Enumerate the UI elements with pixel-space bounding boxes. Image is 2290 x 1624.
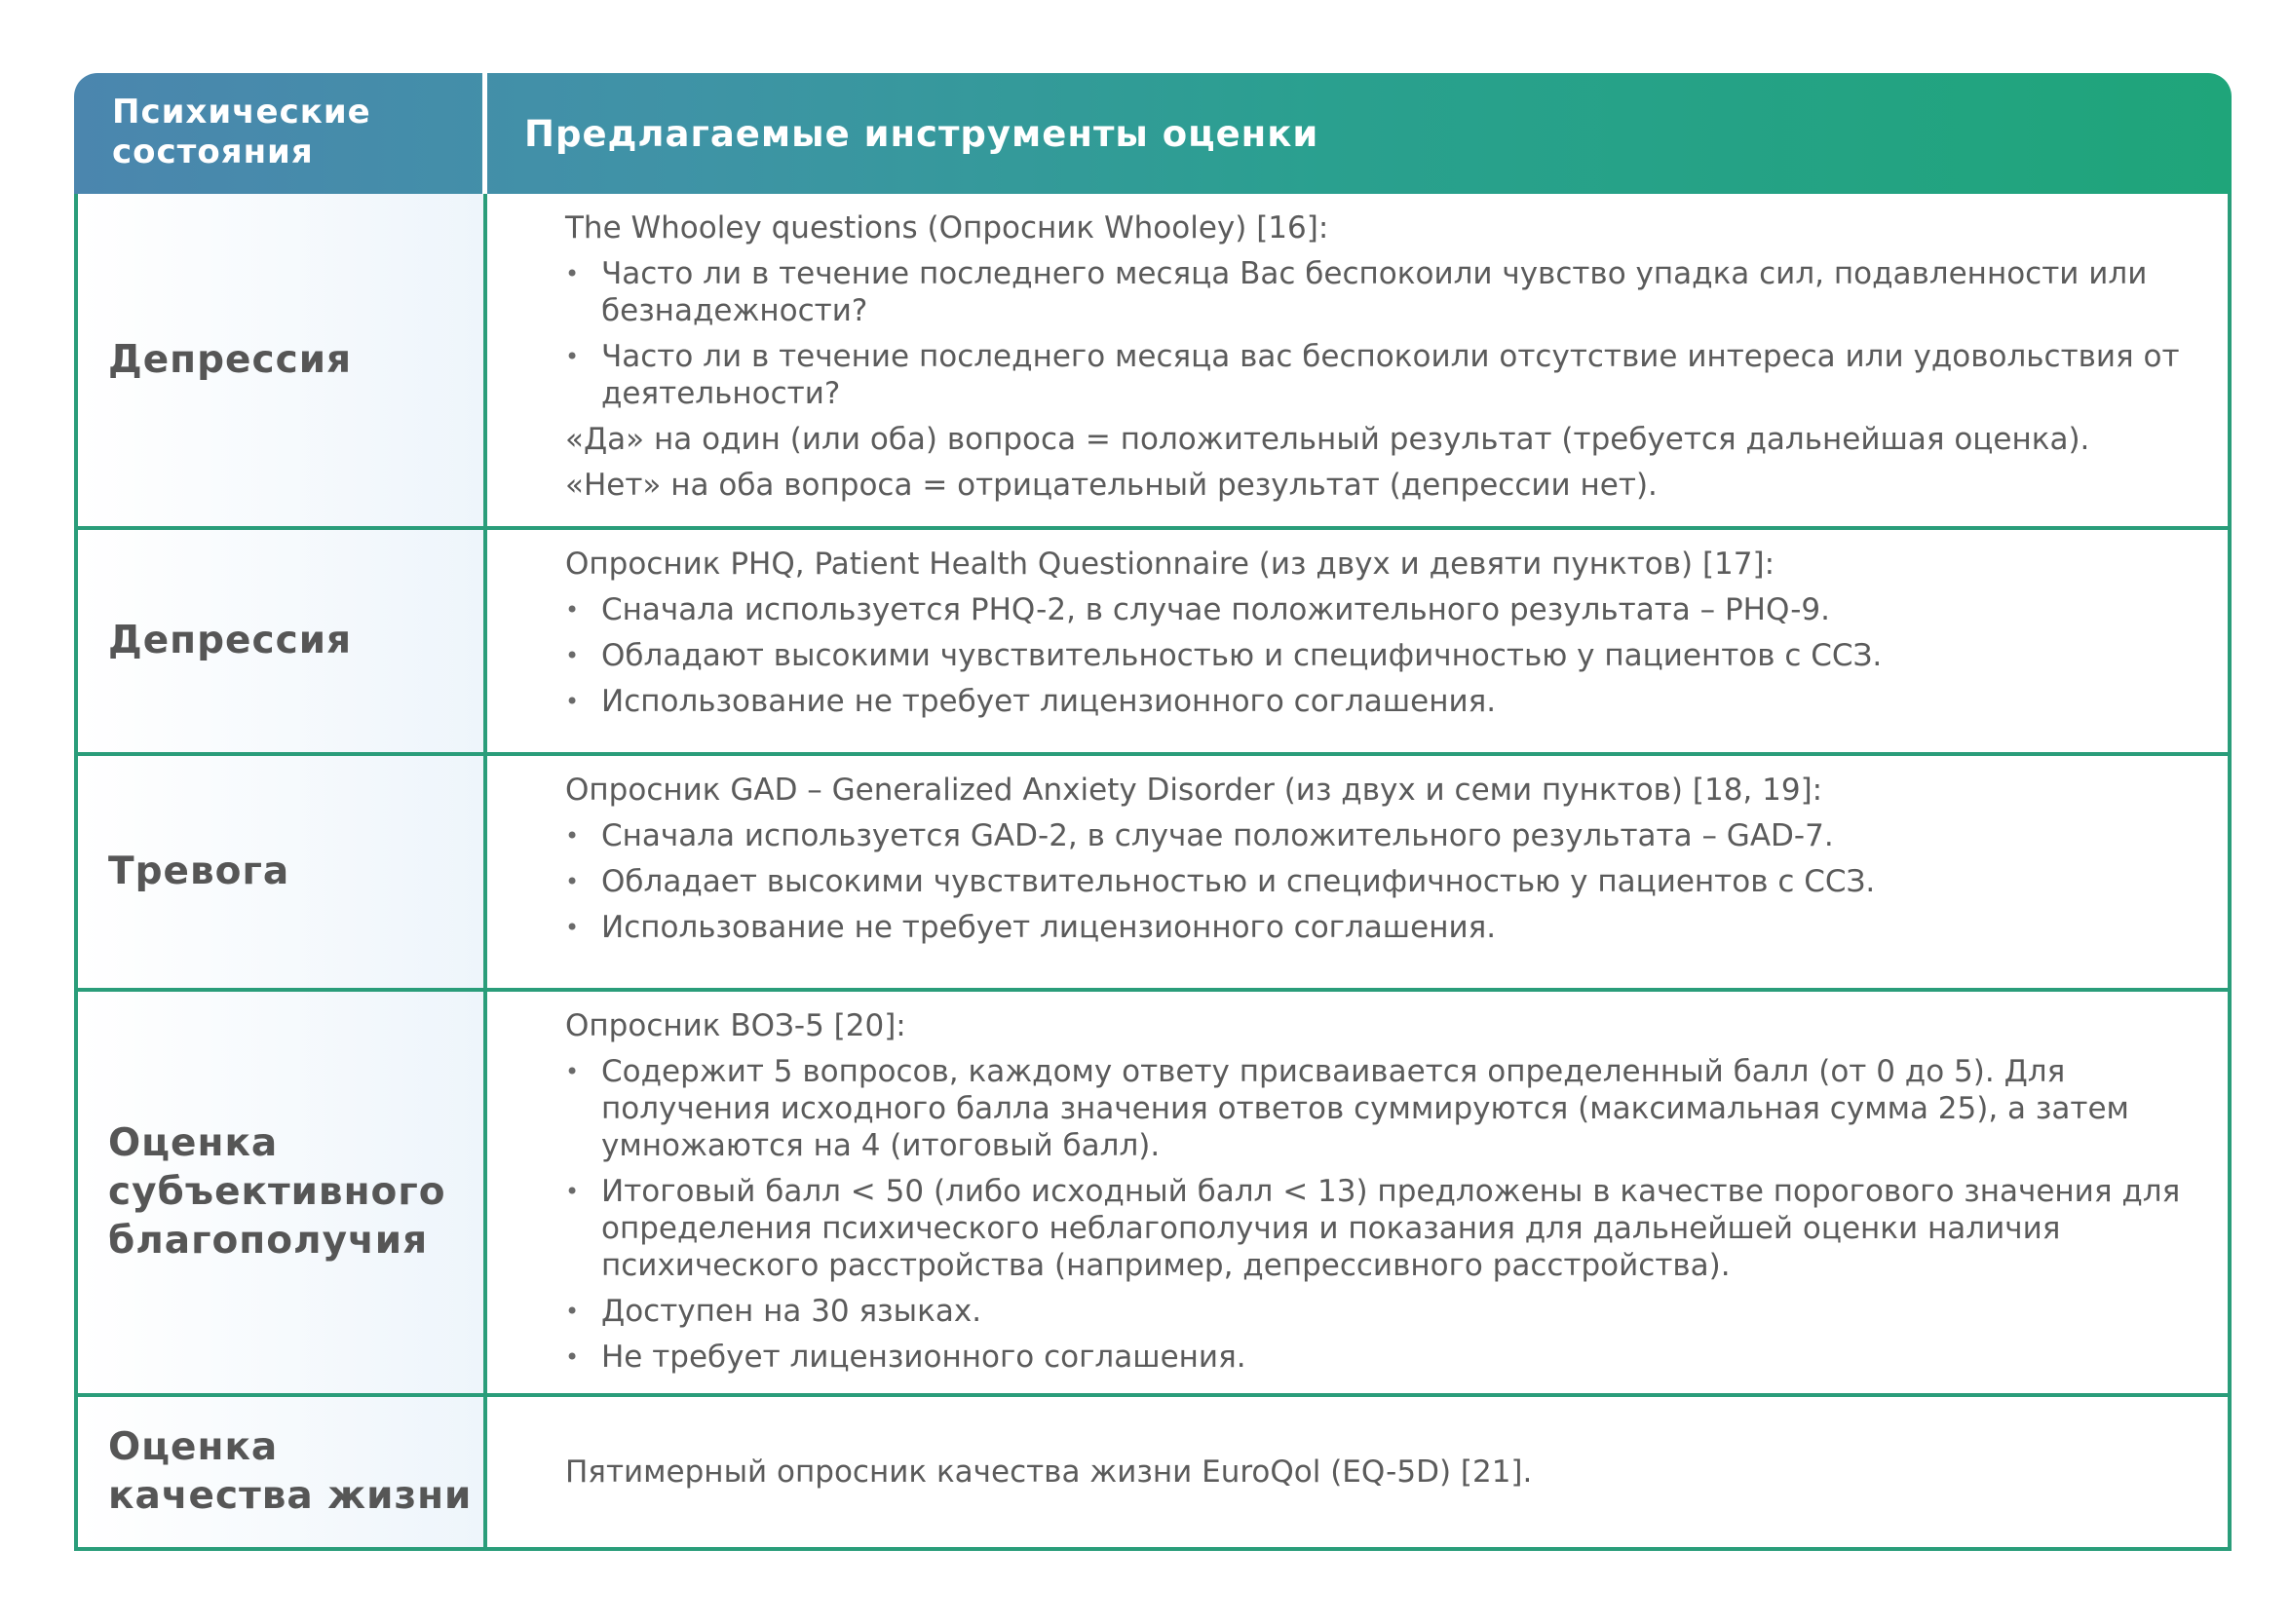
tools-cell [487,1397,2228,1547]
bullet-icon: • [565,1058,580,1085]
list-item: • Доступен на 30 языках. [565,1294,982,1329]
list-item: • Часто ли в течение последнего месяца вас беспокоили отсутствие интереса или удовольствия от деятельности? [565,339,2180,411]
header-states-line1: Психические [112,93,371,132]
assessment-table [74,73,2232,1551]
table-row [74,756,2232,992]
tools-cell [487,756,2228,988]
tool-intro: Опросник PHQ, Patient Health Questionnaire (из двух и девяти пунктов) [17]: [565,547,1775,582]
header-states [74,73,487,194]
state-cell [78,1397,487,1547]
state-label: Оценка субъективного благополучия [108,1121,446,1263]
tools-cell [487,992,2228,1393]
bullet-icon: • [565,1178,580,1205]
list-item: • Содержит 5 вопросов, каждому ответу присваивается определенный балл (от 0 до 5). Для получения исходного балла значения ответов суммируются (максимальная сумма 25), а затем умножаются на 4 (итоговый балл). [565,1054,2129,1163]
bullet-icon: • [565,596,580,623]
table-row [74,530,2232,756]
list-item: • Часто ли в течение последнего месяца Вас беспокоили чувство упадка сил, подавленности или безнадежности? [565,256,2148,328]
tool-intro: Опросник ВОЗ-5 [20]: [565,1008,906,1043]
tool-bullets [565,255,2208,412]
list-item: • Обладает высокими чувствительностью и специфичностью у пациентов с ССЗ. [565,864,1876,899]
list-item: • Обладают высокими чувствительностью и специфичностью у пациентов с ССЗ. [565,638,1883,673]
list-item: • Итоговый балл < 50 (либо исходный балл < 13) предложены в качестве порогового значения для определения психического неблагополучия и показания для дальнейшей оценки наличия психического расстройства (например, депрессивного расстройства). [565,1174,2181,1283]
bullet-icon: • [565,688,580,715]
bullet-icon: • [565,260,580,287]
bullet-icon: • [565,868,580,895]
tools-cell [487,530,2228,752]
state-label: Тревога [108,850,290,893]
bullet-icon: • [565,1343,580,1371]
table-row [74,1397,2232,1551]
list-item: • Сначала используется PHQ-2, в случае положительного результата – PHQ-9. [565,592,1831,627]
bullet-icon: • [565,914,580,941]
list-item: • Не требует лицензионного соглашения. [565,1340,1246,1375]
bullet-icon: • [565,1298,580,1325]
list-item: • Использование не требует лицензионного соглашения. [565,910,1497,945]
state-cell [78,992,487,1393]
state-cell [78,756,487,988]
state-cell [78,194,487,526]
state-label: Оценка качества жизни [108,1425,473,1518]
table-row [74,194,2232,530]
tool-bullets [565,1053,2208,1376]
tool-bullets [565,591,2208,720]
header-tools: Предлагаемые инструменты оценки [524,112,1319,155]
tool-bullets [565,817,2208,946]
table-row [74,992,2232,1397]
tools-cell [487,194,2228,526]
state-cell [78,530,487,752]
state-label: Депрессия [108,619,353,662]
tool-intro: Пятимерный опросник качества жизни EuroQol (EQ-5D) [21]. [565,1454,1533,1490]
tool-intro: The Whooley questions (Опросник Whooley) [16]: [565,210,1329,245]
tool-intro: Опросник GAD – Generalized Anxiety Disorder (из двух и семи пунктов) [18, 19]: [565,773,1823,808]
list-item: • Сначала используется GAD-2, в случае положительного результата – GAD-7. [565,818,1834,853]
list-item: • Использование не требует лицензионного соглашения. [565,684,1497,719]
header-states-line2: состояния [112,132,314,171]
tool-result-yes: «Да» на один (или оба) вопроса = положительный результат (требуется дальнейшая оценка). [565,422,2090,457]
bullet-icon: • [565,642,580,669]
tool-result-no: «Нет» на оба вопроса = отрицательный результат (депрессии нет). [565,468,1658,503]
bullet-icon: • [565,343,580,370]
bullet-icon: • [565,822,580,850]
table-header [74,73,2232,194]
state-label: Депрессия [108,337,353,382]
